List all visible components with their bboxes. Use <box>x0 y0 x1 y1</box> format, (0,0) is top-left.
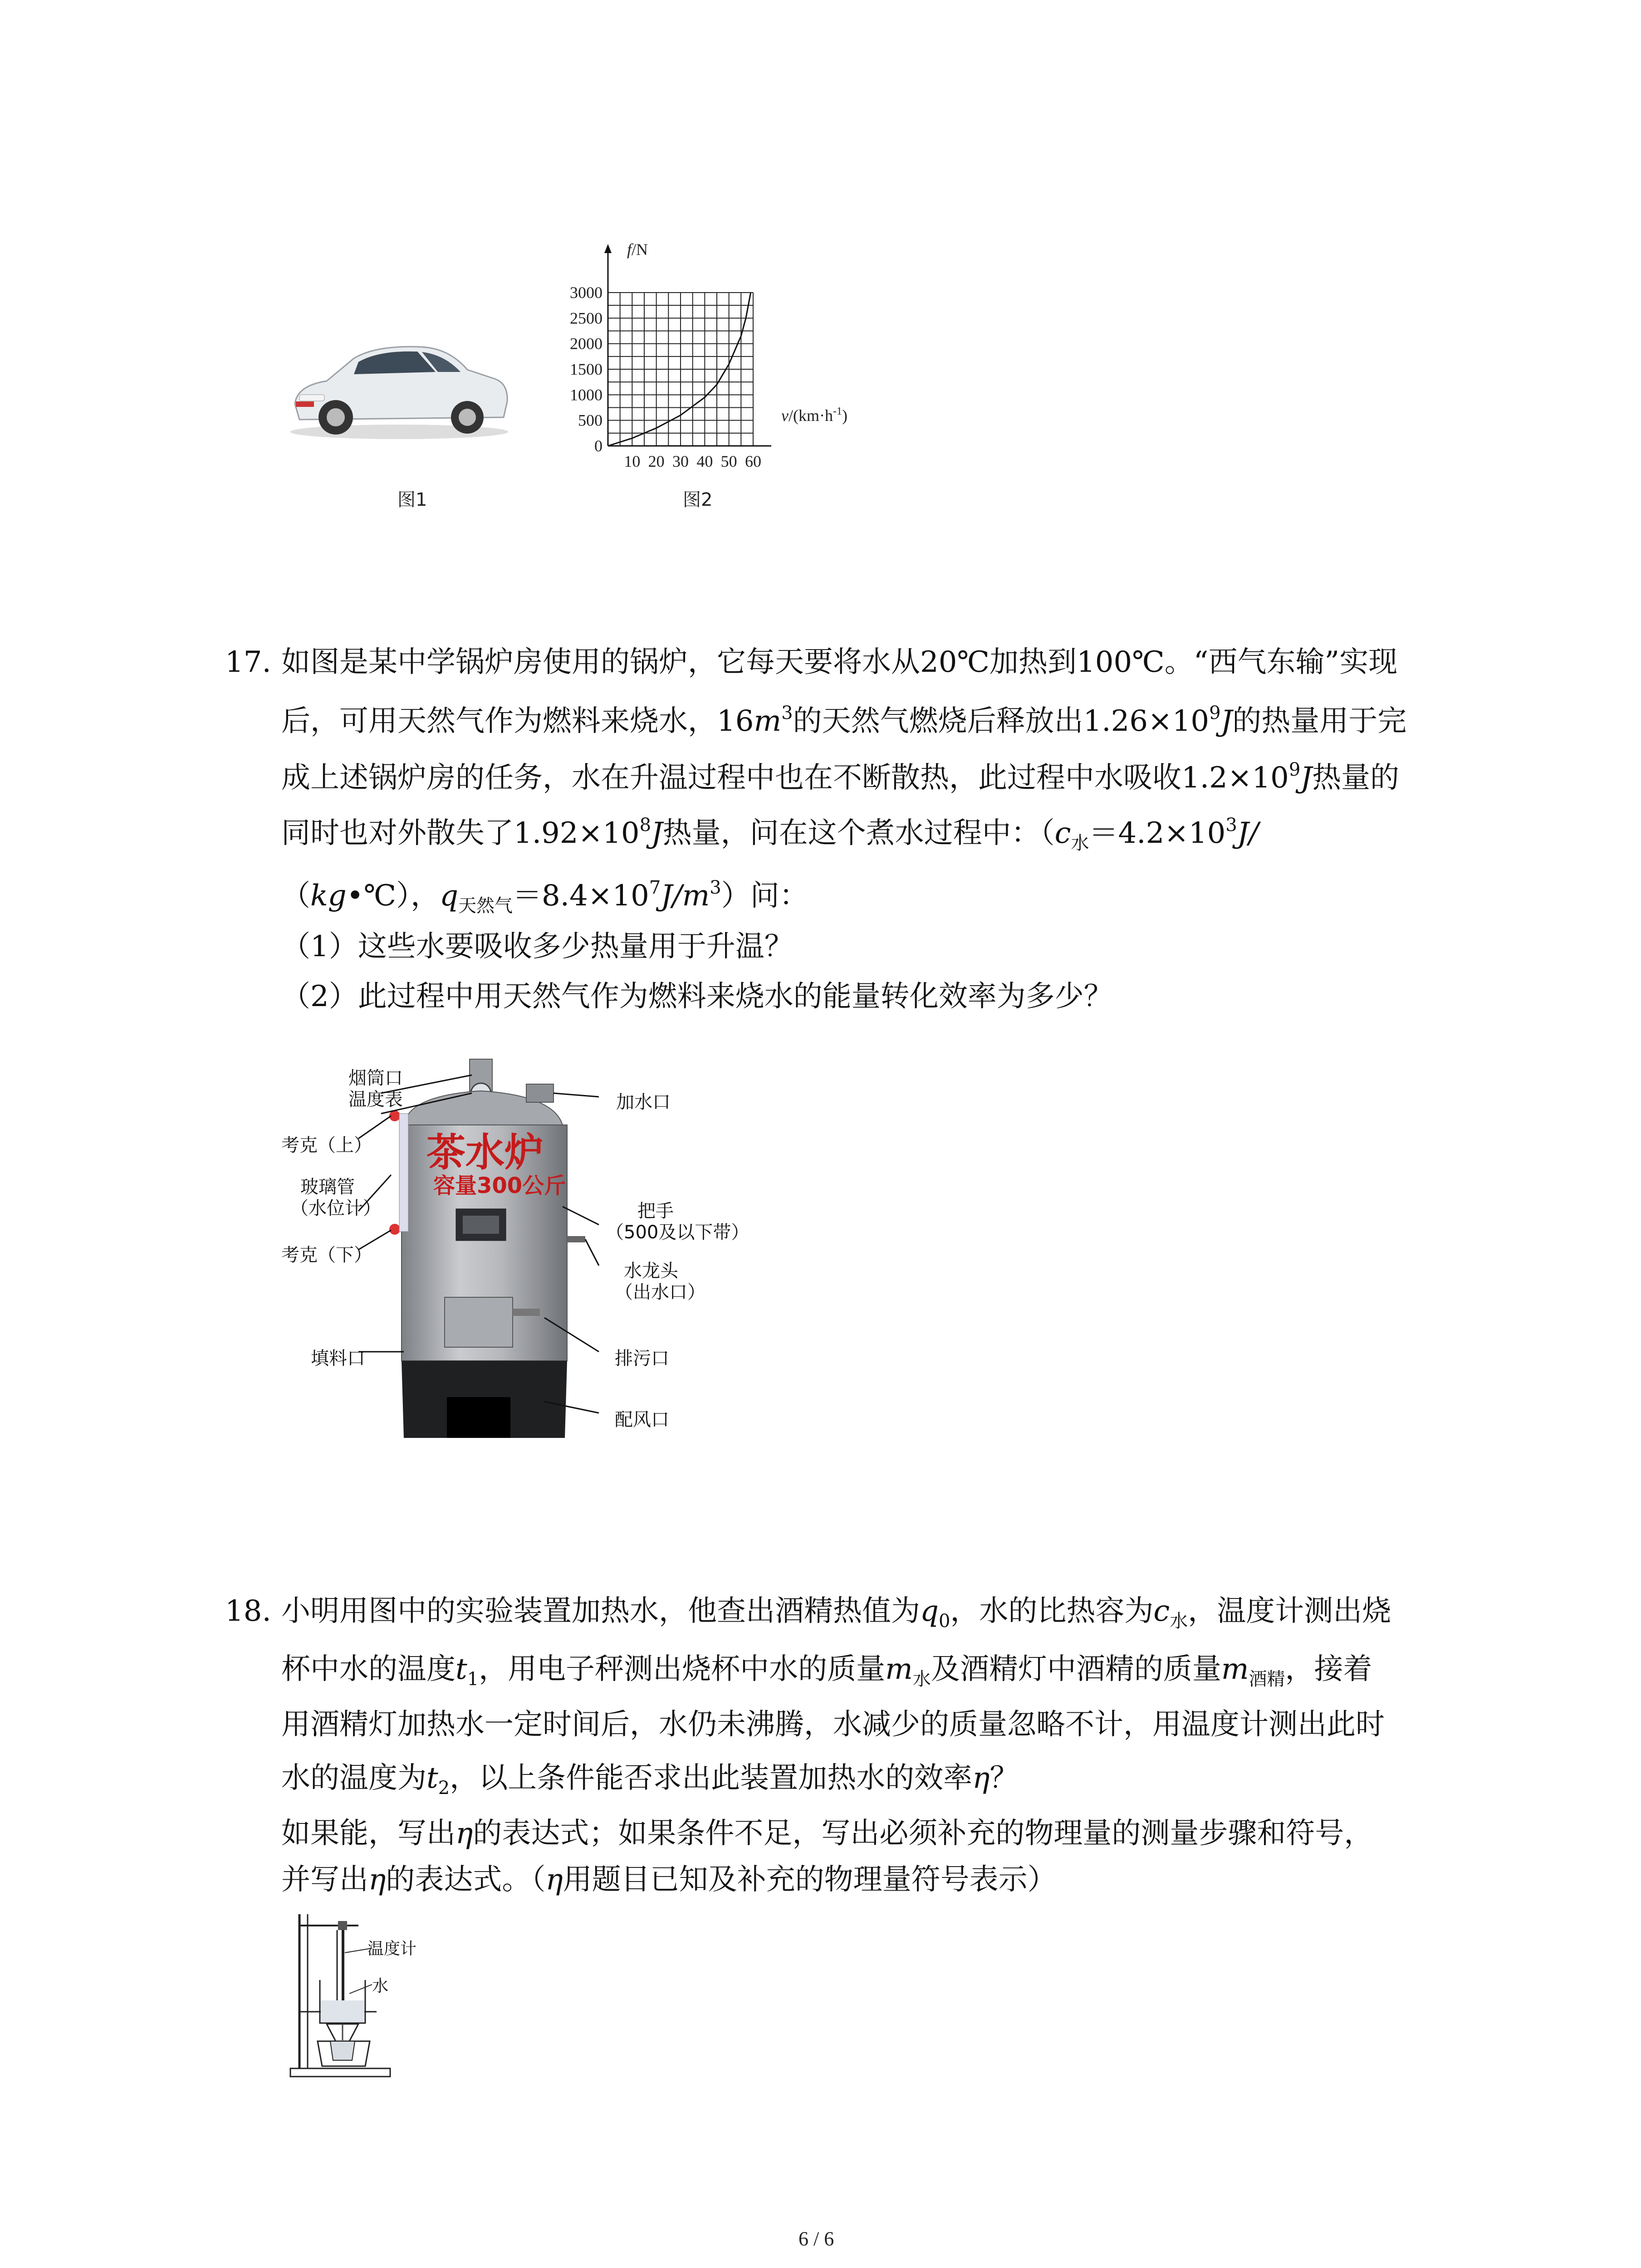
q17-sub-question-1: （1）这些水要吸收多少热量用于升温？ <box>281 930 794 963</box>
chart-svg <box>544 236 889 481</box>
boiler-sign-sub: 容量300公斤 <box>433 1173 566 1198</box>
force-speed-chart <box>544 236 889 481</box>
x-tick-label: 60 <box>745 452 761 470</box>
y-tick-label: 0 <box>594 437 603 455</box>
car-illustration <box>286 327 513 445</box>
q17-line-5: （kg•℃），$q_{天然气}=8.4\times 10^7J/m^3$）问： <box>281 877 808 916</box>
label-handle-note: （500及以下带） <box>606 1222 749 1243</box>
q18-line-5: 如果能，写出η的表达式；如果条件不足，写出必须补充的物理量的测量步骤和符号， <box>281 1817 1373 1850</box>
label-glass-tube: 玻璃管 <box>300 1177 355 1198</box>
q18-line-1: 小明用图中的实验装置加热水，他查出酒精热值为$q_0$，水的比热容为$c_水$，温度计测出烧 <box>281 1594 1391 1632</box>
boiler-figure <box>272 1052 817 1452</box>
y-tick-label: 1500 <box>570 360 603 378</box>
x-tick-label: 30 <box>672 452 689 470</box>
q17-line-3: 成上述锅炉房的任务，水在升温过程中也在不断散热，此过程中水吸收$1.2\times 10^9J$热量的 <box>281 759 1399 795</box>
x-tick-label: 50 <box>720 452 737 470</box>
y-axis-arrow <box>604 244 612 253</box>
label-glass-tube-note: （水位计） <box>290 1198 381 1219</box>
label-handle: 把手 <box>637 1201 674 1222</box>
heating-apparatus <box>277 1905 440 2087</box>
x-tick-label: 40 <box>696 452 713 470</box>
page-number: 6 / 6 <box>798 2228 834 2250</box>
label-air-vent: 配风口 <box>615 1409 669 1430</box>
apparatus-thermometer-label: 温度计 <box>367 1940 417 1958</box>
q18-line-6: 并写出η的表达式。（η用题目已知及补充的物理量符号表示） <box>281 1863 1057 1897</box>
q18-line-3: 用酒精灯加热水一定时间后，水仍未沸腾，水减少的质量忽略不计，用温度计测出此时 <box>281 1708 1385 1741</box>
apparatus-water-label: 水 <box>372 1977 389 1995</box>
y-axis-label: f/N <box>627 240 648 259</box>
q17-line-4: 同时也对外散失了$1.92\times 10^8J$热量，问在这个煮水过程中：（$c_水=4.2\times 10^3J/$ <box>281 815 1259 854</box>
figure-caption-2: 图2 <box>683 489 713 510</box>
apparatus-figure <box>277 1905 440 2087</box>
question-17-number: 17. <box>225 645 271 679</box>
y-tick-label: 500 <box>578 411 603 430</box>
boiler-sign-main: 茶水炉 <box>426 1130 544 1175</box>
y-tick-label: 3000 <box>570 284 603 302</box>
label-chimney: 烟筒口 <box>348 1068 403 1089</box>
q18-line-2: 杯中水的温度$t_1$，用电子秤测出烧杯中水的质量$m_水$及酒精灯中酒精的质量$m_{酒精}$，接着 <box>281 1652 1372 1690</box>
label-drain: 排污口 <box>615 1348 669 1369</box>
question-18-number: 18. <box>225 1594 271 1628</box>
label-faucet-note: （出水口） <box>615 1282 705 1303</box>
label-water-inlet: 加水口 <box>616 1092 671 1113</box>
x-tick-label: 20 <box>648 452 665 470</box>
label-cock-bottom: 考克（下） <box>281 1245 372 1266</box>
label-thermometer: 温度表 <box>348 1089 403 1110</box>
y-tick-label: 2500 <box>570 309 603 327</box>
q18-line-4: 水的温度为$t_2$，以上条件能否求出此装置加热水的效率η？ <box>281 1761 1019 1799</box>
y-tick-label: 2000 <box>570 334 603 353</box>
y-tick-label: 1000 <box>570 386 603 404</box>
figure-caption-1: 图1 <box>397 489 427 510</box>
x-tick-label: 10 <box>624 452 641 470</box>
q17-line-1: 如图是某中学锅炉房使用的锅炉，它每天要将水从20℃加热到100℃。“西气东输”实现 <box>281 645 1398 679</box>
label-fill-port: 填料口 <box>311 1348 365 1369</box>
label-cock-top: 考克（上） <box>281 1135 372 1156</box>
label-faucet: 水龙头 <box>624 1261 678 1281</box>
figure-car <box>286 327 513 445</box>
q17-line-2: 后，可用天然气作为燃料来烧水，$16m^3$的天然气燃烧后释放出$1.26\times 10^9J$的热量用于完 <box>281 703 1407 738</box>
x-axis-label: $v/(km\cdot h^{-1})$ <box>781 406 847 425</box>
q17-sub-question-2: （2）此过程中用天然气作为燃料来烧水的能量转化效率为多少？ <box>281 980 1113 1013</box>
